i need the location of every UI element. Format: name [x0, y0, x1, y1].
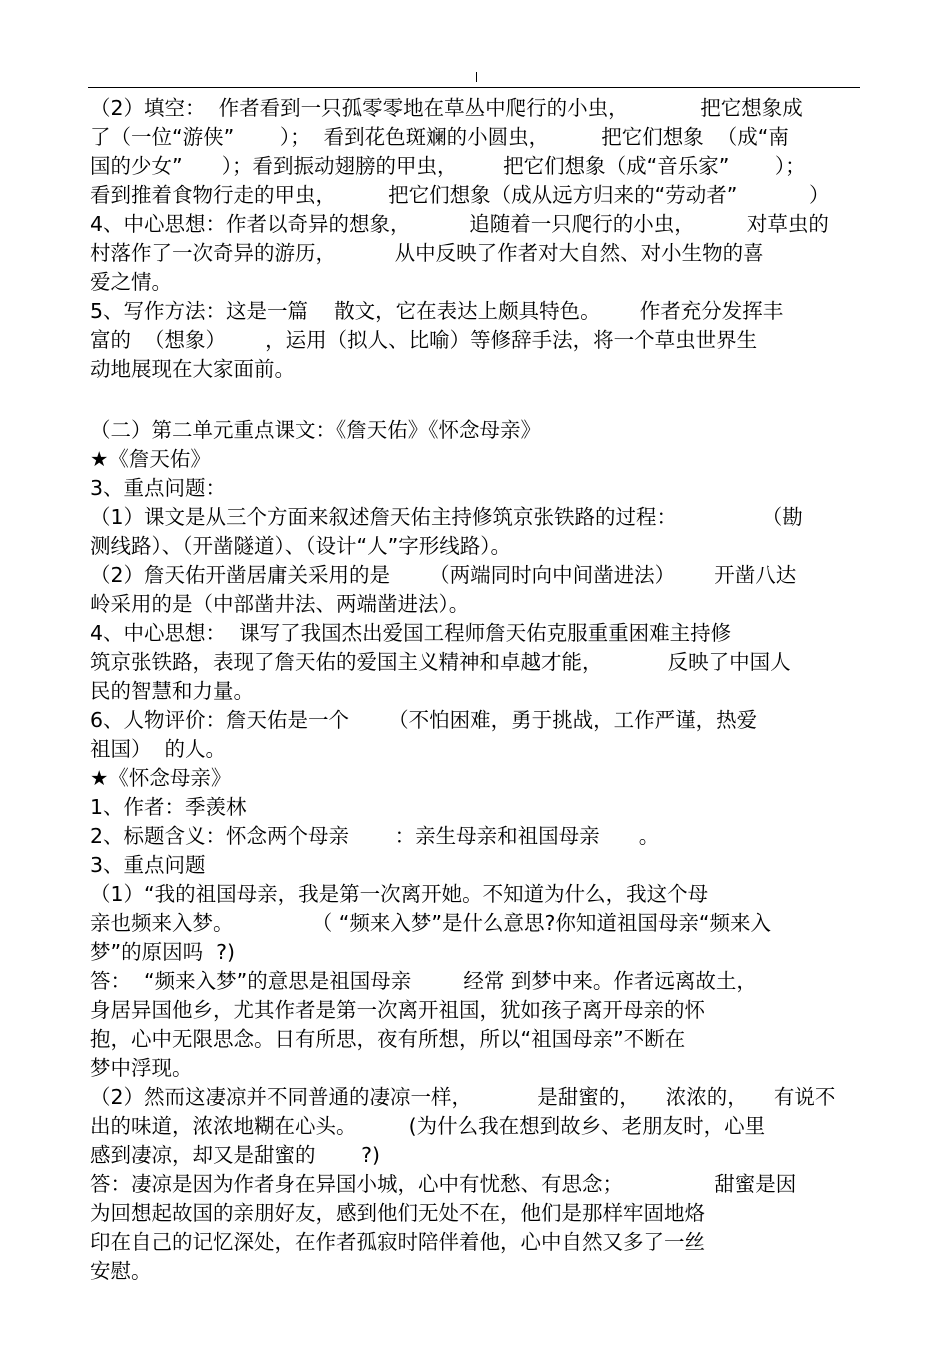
section-grasshopper-village — [90, 94, 860, 384]
text-line: 测线路）、（开凿隧道）、（设计“人”字形线路）。 — [90, 534, 511, 558]
text-line: 3、重点问题 — [90, 853, 206, 877]
text-line: 了（一位“游侠” ）； 看到花色斑斓的小圆虫， 把它们想象 （成“南 — [90, 125, 789, 149]
lesson-title: ★《怀念母亲》 — [90, 766, 232, 790]
text-line: （1）“我的祖国母亲，我是第一次离开她。不知道为什么，我这个母 — [90, 882, 709, 906]
text-line: 3、重点问题： — [90, 476, 227, 500]
text-line: 富的 （想象） ，运用（拟人、比喻）等修辞手法，将一个草虫世界生 — [90, 328, 758, 352]
document-body — [90, 94, 860, 1286]
text-line: 村落作了一次奇异的游历， 从中反映了作者对大自然、对小生物的喜 — [90, 241, 764, 265]
text-line: 6、人物评价：詹天佑是一个 （不怕困难，勇于挑战，工作严谨，热爱 — [90, 708, 758, 732]
text-line: （2）填空： 作者看到一只孤零零地在草丛中爬行的小虫， 把它想象成 — [90, 96, 803, 120]
text-line: 出的味道，浓浓地糊在心头。 (为什么我在想到故乡、老朋友时，心里 — [90, 1114, 766, 1138]
text-line: （1）课文是从三个方面来叙述詹天佑主持修筑京张铁路的过程： （勘 — [90, 505, 803, 529]
section-unit-two — [90, 416, 860, 1286]
header-rule — [88, 87, 860, 88]
text-line: 民的智慧和力量。 — [90, 679, 254, 703]
text-line: （2）然而这凄凉并不同普通的凄凉一样， 是甜蜜的， 浓浓的， 有说不 — [90, 1085, 836, 1109]
text-line: 印在自己的记忆深处，在作者孤寂时陪伴着他，心中自然又多了一丝 — [90, 1230, 705, 1254]
lesson-title: ★《詹天佑》 — [90, 447, 211, 471]
text-line: （2）詹天佑开凿居庸关采用的是 （两端同时向中间凿进法） 开凿八达 — [90, 563, 797, 587]
text-line: 抱，心中无限思念。日有所思，夜有所想，所以“祖国母亲”不断在 — [90, 1027, 686, 1051]
header-tick-mark — [476, 72, 477, 82]
text-line: 看到推着食物行走的甲虫， 把它们想象（成从远方归来的“劳动者” ） — [90, 183, 830, 207]
text-line: 亲也频来入梦。 （ “频来入梦”是什么意思?你知道祖国母亲“频来入 — [90, 911, 771, 935]
text-line: 身居异国他乡，尤其作者是第一次离开祖国，犹如孩子离开母亲的怀 — [90, 998, 705, 1022]
text-line: 梦”的原因吗 ?) — [90, 940, 236, 964]
text-line: 祖国） 的人。 — [90, 737, 227, 761]
paragraph-gap — [90, 384, 860, 416]
text-line: 1、作者：季羡林 — [90, 795, 247, 819]
text-line: 5、写作方法：这是一篇 散文，它在表达上颇具特色。 作者充分发挥丰 — [90, 299, 784, 323]
text-line: 感到凄凉，却又是甜蜜的 ?) — [90, 1143, 380, 1167]
text-line: 为回想起故国的亲朋好友，感到他们无处不在，他们是那样牢固地烙 — [90, 1201, 705, 1225]
text-line: 答： “频来入梦”的意思是祖国母亲 经常 到梦中来。作者远离故土， — [90, 969, 757, 993]
text-line: 岭采用的是（中部凿井法、两端凿进法）。 — [90, 592, 470, 616]
section-heading: （二）第二单元重点课文：《詹天佑》《怀念母亲》 — [90, 418, 541, 442]
text-line: 国的少女” ）；看到振动翅膀的甲虫， 把它们想象（成“音乐家” ）； — [90, 154, 806, 178]
text-line: 4、中心思想：作者以奇异的想象， 追随着一只爬行的小虫， 对草虫的 — [90, 212, 829, 236]
text-line: 答：凄凉是因为作者身在异国小城，心中有忧愁、有思念； 甜蜜是因 — [90, 1172, 797, 1196]
text-line: 筑京张铁路，表现了詹天佑的爱国主义精神和卓越才能， 反映了中国人 — [90, 650, 791, 674]
text-line: 动地展现在大家面前。 — [90, 357, 295, 381]
text-line: 梦中浮现。 — [90, 1056, 193, 1080]
text-line: 安慰。 — [90, 1259, 152, 1283]
text-line: 4、中心思想： 课写了我国杰出爱国工程师詹天佑克服重重困难主持修 — [90, 621, 732, 645]
text-line: 爱之情。 — [90, 270, 172, 294]
text-line: 2、标题含义：怀念两个母亲 ：亲生母亲和祖国母亲 。 — [90, 824, 660, 848]
